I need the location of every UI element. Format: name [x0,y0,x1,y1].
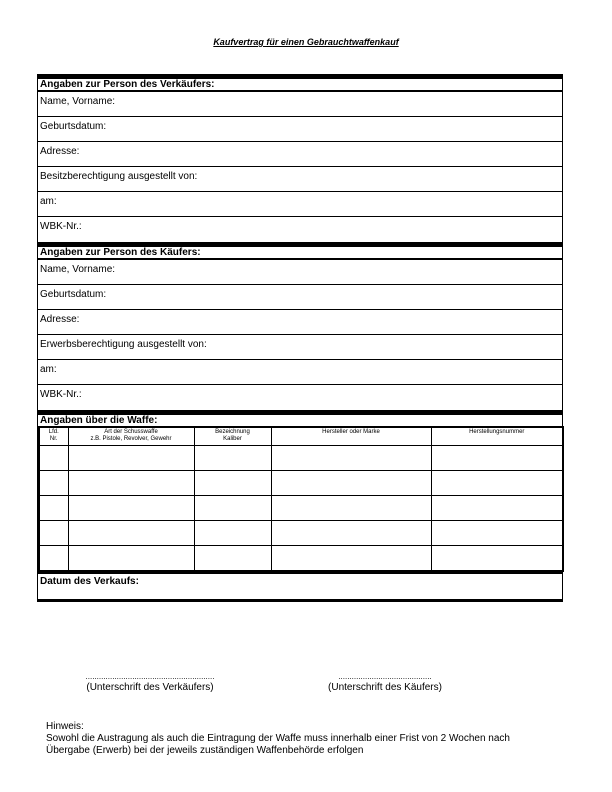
hint-block [46,721,566,757]
signature-line: .......................................... [338,672,432,681]
buyer-birthdate-field[interactable]: Geburtsdatum: [37,285,563,310]
column-header-serial-number: Herstellungsnummer [431,427,563,446]
weapon-table [38,426,564,572]
column-header-caliber: Bezeichnung Kaliber [194,427,271,446]
table-cell[interactable] [68,471,194,496]
table-cell[interactable] [271,546,431,572]
seller-section-heading: Angaben zur Person des Verkäufers: [37,79,563,90]
column-header-manufacturer: Hersteller oder Marke [271,427,431,446]
sale-date-field[interactable]: Datum des Verkaufs: [37,574,563,599]
hint-text-line-2: Übergabe (Erwerb) bei der jeweils zuständigen Waffenbehörde erfolgen [46,745,364,756]
table-cell[interactable] [271,521,431,546]
table-cell[interactable] [431,446,563,471]
table-cell[interactable] [271,496,431,521]
table-cell[interactable] [194,546,271,572]
table-cell[interactable] [431,546,563,572]
hint-label: Hinweis: [46,721,84,732]
buyer-wbk-field[interactable]: WBK-Nr.: [37,385,563,410]
table-cell[interactable] [39,471,68,496]
seller-permit-date-field[interactable]: am: [37,192,563,217]
seller-signature-label: (Unterschrift des Verkäufers) [86,682,214,693]
table-cell[interactable] [39,521,68,546]
seller-address-field[interactable]: Adresse: [37,142,563,167]
table-cell[interactable] [194,446,271,471]
table-cell[interactable] [68,546,194,572]
table-cell[interactable] [68,446,194,471]
table-cell[interactable] [194,471,271,496]
column-header-number: Lfd. Nr. [39,427,68,446]
buyer-signature-label: (Unterschrift des Käufers) [328,682,442,693]
seller-name-field[interactable]: Name, Vorname: [37,92,563,117]
hint-text-line-1: Sowohl die Austragung als auch die Eintragung der Waffe muss innerhalb einer Frist von 2 Wochen nach [46,733,510,744]
document-title: Kaufvertrag für einen Gebrauchtwaffenkauf [213,37,399,47]
seller-permit-issuer-field[interactable]: Besitzberechtigung ausgestellt von: [37,167,563,192]
column-header-weapon-type: Art der Schusswaffe z.B. Pistole, Revolver, Gewehr [68,427,194,446]
table-cell[interactable] [194,521,271,546]
weapon-table-wrapper [37,426,563,572]
table-cell[interactable] [431,496,563,521]
table-cell[interactable] [68,496,194,521]
table-cell[interactable] [431,471,563,496]
signature-line: .......................................................... [85,672,215,681]
weapon-section-heading: Angaben über die Waffe: [37,415,563,426]
weapon-table-header-row [39,427,563,446]
table-cell[interactable] [68,521,194,546]
buyer-signature[interactable] [308,672,462,693]
buyer-address-field[interactable]: Adresse: [37,310,563,335]
buyer-permit-date-field[interactable]: am: [37,360,563,385]
seller-wbk-field[interactable]: WBK-Nr.: [37,217,563,242]
table-row [39,471,563,496]
table-cell[interactable] [39,546,68,572]
table-cell[interactable] [271,471,431,496]
buyer-permit-issuer-field[interactable]: Erwerbsberechtigung ausgestellt von: [37,335,563,360]
section-divider [37,599,563,602]
table-cell[interactable] [431,521,563,546]
table-row [39,546,563,572]
seller-signature[interactable] [60,672,240,693]
table-cell[interactable] [194,496,271,521]
table-cell[interactable] [39,446,68,471]
buyer-section-heading: Angaben zur Person des Käufers: [37,247,563,258]
table-row [39,496,563,521]
seller-birthdate-field[interactable]: Geburtsdatum: [37,117,563,142]
buyer-name-field[interactable]: Name, Vorname: [37,260,563,285]
table-row [39,521,563,546]
table-cell[interactable] [39,496,68,521]
table-row [39,446,563,471]
table-cell[interactable] [271,446,431,471]
contract-form [37,74,563,602]
